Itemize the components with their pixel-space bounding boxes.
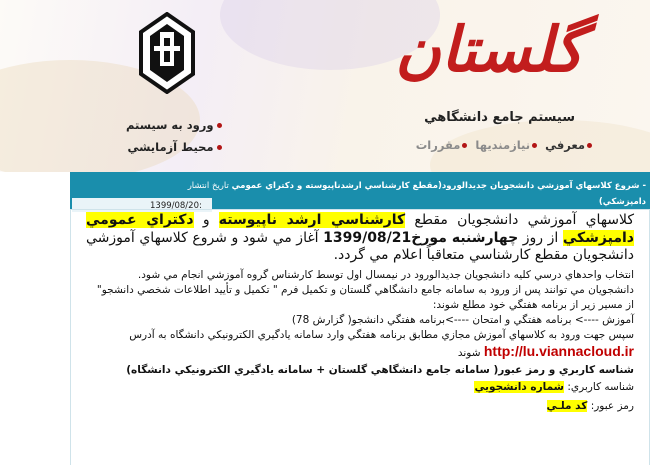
link-label: ورود به سيستم	[126, 118, 214, 132]
password-label: رمز عبور:	[587, 399, 634, 412]
bullet-icon	[532, 143, 537, 148]
url-suffix-text: شوند	[457, 346, 481, 359]
brand-logo-text: گلستان	[395, 13, 584, 86]
highlight-masters: كارشناسي ارشد ناپيوسته	[218, 212, 406, 228]
publish-date: 1399/08/20:	[150, 201, 202, 211]
test-environment-link[interactable]	[126, 136, 222, 158]
highlight-vet-doctorate: دكتراي عمومي دامپزشكي	[86, 212, 634, 246]
nav-item-requirements[interactable]	[475, 138, 537, 152]
intro-text: و	[193, 212, 219, 228]
bullet-icon	[462, 143, 467, 148]
login-link[interactable]	[126, 114, 222, 136]
announcement-title-cont: دامپزشكي)	[598, 197, 646, 207]
elearning-url-link[interactable]: http://lu.viannacloud.ir	[483, 342, 634, 359]
username-line	[86, 380, 634, 395]
page-subtitle: سيستم جامع دانشگاهي	[424, 110, 575, 125]
announcement-title-text: - شروع كلاسهاي آموزشي دانشجويان جديدالورود(مقطع كارشناسي ارشدناپيوسته و دكتراي عمومي	[231, 181, 646, 191]
nav-item-about[interactable]	[545, 138, 592, 152]
intro-text: كلاسهاي آموزشي دانشجويان مقطع	[414, 212, 635, 228]
top-navigation	[416, 138, 592, 152]
publish-date-label: تاريخ انتشار	[187, 181, 229, 191]
paragraph-url-line	[86, 344, 634, 361]
announcement-body	[86, 212, 634, 414]
paragraph-menu-path: آموزش ----> برنامه هفتگي و امتحان ---->برنامه هفتگي دانشجو( گزارش 78)	[291, 313, 634, 326]
link-label: محيط آزمايشي	[127, 140, 214, 154]
paragraph-credentials: شناسه كاربري و رمز عبور( سامانه جامع دانشگاهي گلستان + سامانه يادگيري الكترونيكي دانشگاه)	[126, 363, 634, 376]
login-links	[126, 114, 222, 158]
bullet-icon	[217, 123, 222, 128]
paragraph-weekly-schedule: دانشجويان مي توانند پس از ورود به سامانه جامع دانشگاهي گلستان و تكميل فرم " تكميل و تأييد اطلاعات شخصي دانشجو" از مسير زير از برنامه هفتگي خود مطلع شوند:	[96, 283, 634, 311]
paragraph-course-selection: انتخاب واحدهاي درسي كليه دانشجويان جديدالورود در نيمسال اول توسط كارشناس گروه آموزشي انجام مي شود.	[137, 268, 634, 281]
intro-text: آغاز مي شود و شروع كلاسهاي آموزشي دانشجويان مقطع كارشناسي متعاقباً اعلام مي گردد.	[86, 229, 634, 263]
announcement-title[interactable]	[188, 181, 646, 191]
password-value: كد ملـي	[546, 399, 588, 412]
username-value: شماره دانشجويي	[474, 380, 564, 393]
paragraph-elearning: سپس جهت ورود به كلاسهاي آموزش مجازي مطابق برنامه هفتگي وارد سامانه يادگيري الكترونيكي دانشگاه به آدرس	[129, 328, 634, 341]
intro-text: از روز	[518, 229, 563, 246]
university-logo-icon	[138, 12, 196, 94]
site-header	[0, 0, 650, 172]
nav-label: معرفي	[545, 138, 585, 152]
nav-label: نيازمنديها	[475, 138, 531, 152]
username-label: شناسه كاربري:	[563, 380, 634, 393]
nav-item-regulations[interactable]	[416, 138, 468, 152]
intro-paragraph	[86, 212, 634, 265]
bullet-icon	[217, 145, 222, 150]
bullet-icon	[587, 143, 592, 148]
nav-label: مقررات	[415, 138, 461, 152]
start-date: چهارشنبه مورخ1399/08/21	[323, 229, 519, 246]
password-line	[86, 399, 634, 414]
